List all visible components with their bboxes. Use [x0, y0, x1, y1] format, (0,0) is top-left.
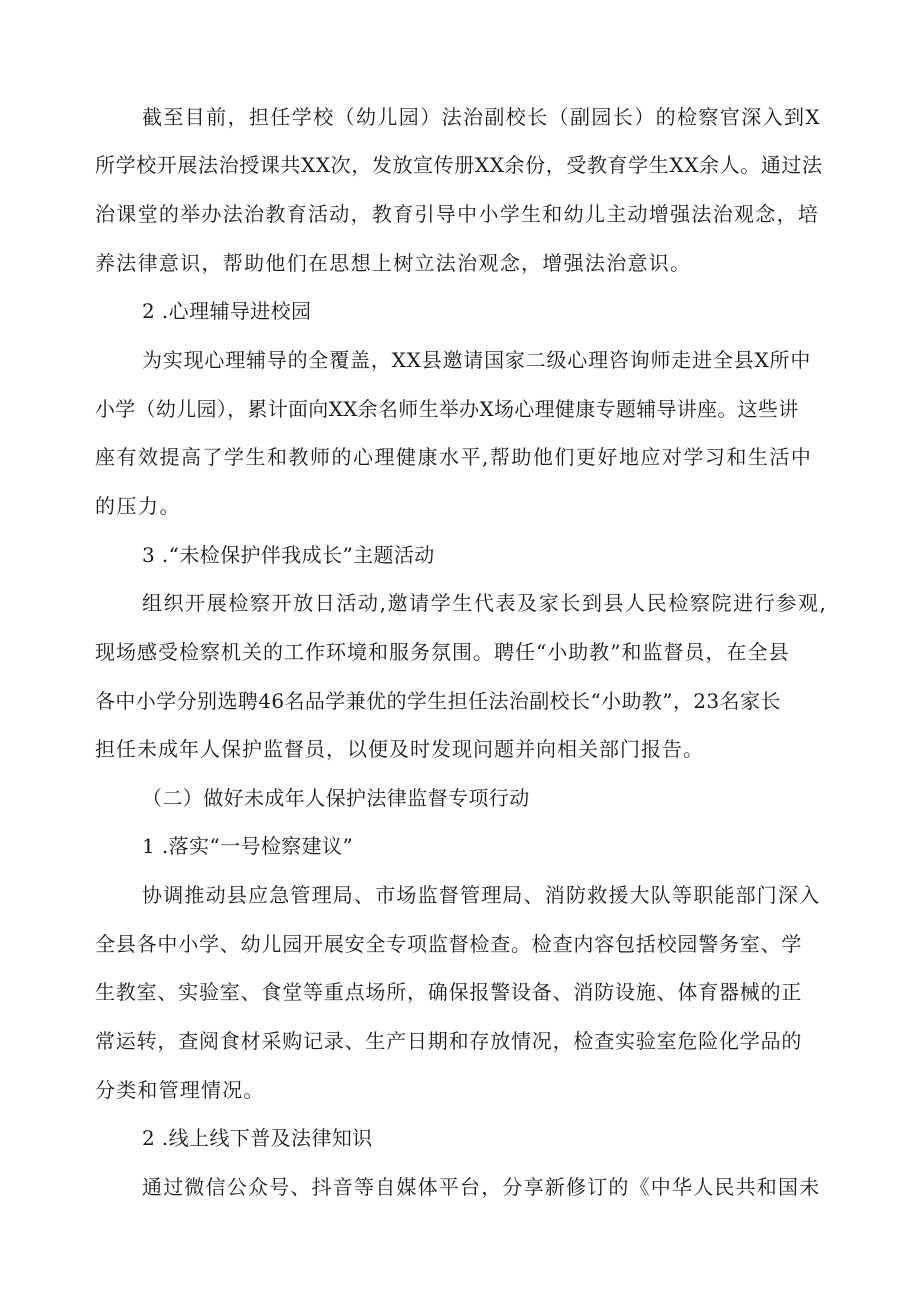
paragraph-line: 的压力。 [95, 494, 181, 518]
paragraph-line: 全县各中小学、幼儿园开展安全专项监督检查。检查内容包括校园警务室、学 [95, 932, 803, 956]
paragraph-line: 座有效提高了学生和教师的心理健康水平,帮助他们更好地应对学习和生活中 [95, 445, 813, 469]
paragraph-line: 协调推动县应急管理局、市场监督管理局、消防救援大队等职能部门深入 [142, 883, 821, 907]
paragraph-line: 生教室、实验室、食堂等重点场所，确保报警设备、消防设施、体育器械的正 [95, 980, 803, 1004]
paragraph-line: 各中小学分别选聘46名品学兼优的学生担任法治副校长“小助教”，23名家长 [95, 689, 781, 713]
section-heading: 3 .“未检保护伴我成长”主题活动 [142, 543, 435, 567]
paragraph-line: 小学（幼儿园），累计面向XX余名师生举办X场心理健康专题辅导讲座。这些讲 [95, 397, 799, 421]
paragraph-line: 组织开展检察开放日活动,邀请学生代表及家长到县人民检察院进行参观, [142, 591, 828, 615]
paragraph-line: 所学校开展法治授课共XX次，发放宣传册XX余份，受教育学生XX余人。通过法 [95, 153, 823, 177]
section-heading: 1 .落实“一号检察建议” [142, 834, 354, 858]
subsection-heading: （二）做好未成年人保护法律监督专项行动 [142, 786, 530, 810]
paragraph-line: 常运转，查阅食材采购记录、生产日期和存放情况，检查实验室危险化学品的 [95, 1029, 803, 1053]
section-heading: 2 .线上线下普及法律知识 [142, 1126, 373, 1150]
paragraph-line: 治课堂的举办法治教育活动，教育引导中小学生和幼儿主动增强法治观念，培 [95, 202, 820, 226]
paragraph-line: 为实现心理辅导的全覆盖，XX县邀请国家二级心理咨询师走进全县X所中 [142, 348, 812, 372]
section-heading: 2 .心理辅导进校园 [142, 299, 312, 323]
paragraph-line: 担任未成年人保护监督员，以便及时发现问题并向相关部门报告。 [95, 737, 704, 761]
paragraph-line: 通过微信公众号、抖音等自媒体平台，分享新修订的《中华人民共和国未 [142, 1175, 821, 1199]
paragraph-line: 分类和管理情况。 [95, 1078, 265, 1102]
paragraph-line: 现场感受检察机关的工作环境和服务氛围。聘任“小助教”和监督员，在全县 [95, 640, 790, 664]
paragraph-line: 养法律意识，帮助他们在思想上树立法治观念，增强法治意识。 [95, 251, 692, 275]
paragraph-line: 截至目前，担任学校（幼儿园）法治副校长（副园长）的检察官深入到X [142, 105, 822, 129]
